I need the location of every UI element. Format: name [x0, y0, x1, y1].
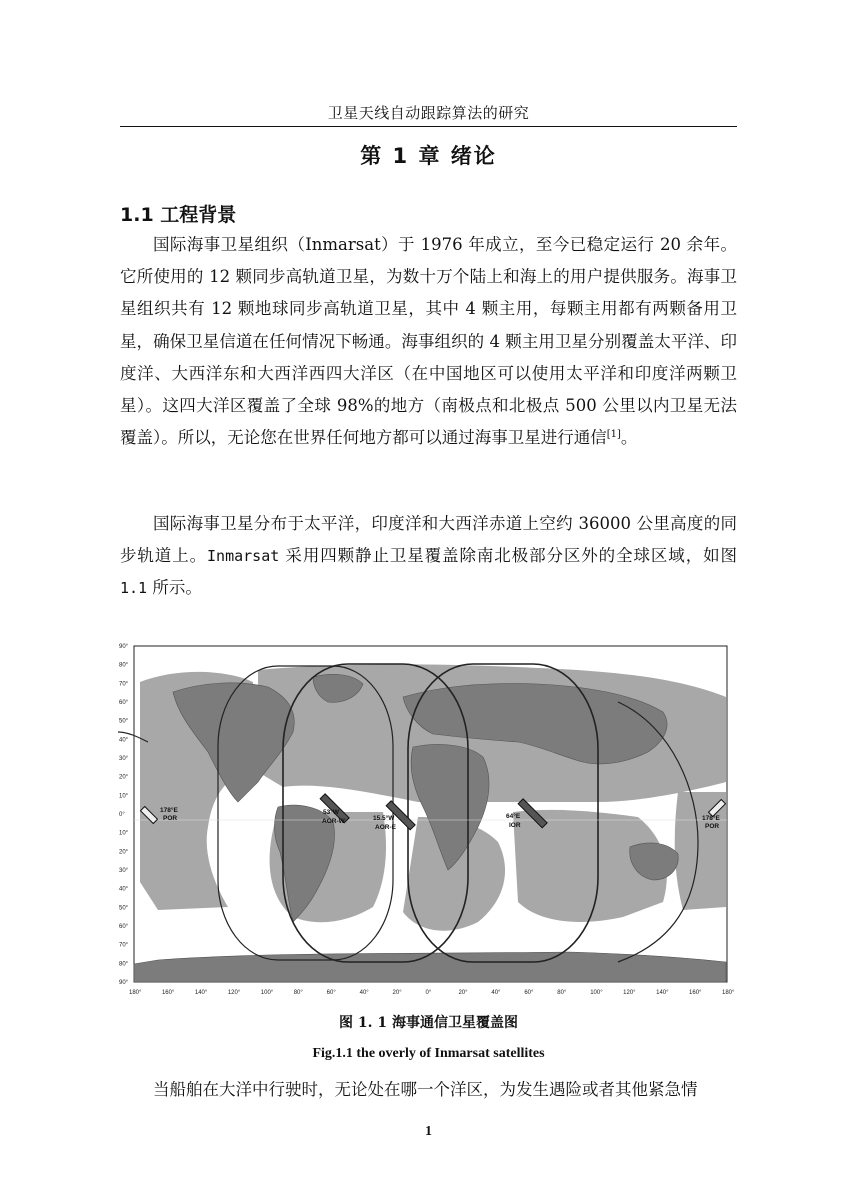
paragraph-2-text-e: 所示。	[147, 578, 202, 598]
antarctica	[134, 952, 726, 982]
longitude-tick-label: 140°	[194, 990, 208, 996]
latitude-tick-label: 60°	[119, 924, 129, 930]
satellite-por-west-lon: 178°E	[160, 807, 178, 814]
paragraph-1	[120, 229, 737, 454]
satellite-por-west-name: POR	[163, 815, 178, 822]
satellite-ior-lon: 64°E	[506, 813, 521, 820]
latitude-tick-label: 30°	[119, 868, 129, 874]
longitude-tick-label: 100°	[590, 990, 603, 996]
figure-caption-chinese: 图 1. 1 海事通信卫星覆盖图	[339, 1015, 518, 1031]
latitude-tick-label: 20°	[119, 849, 129, 856]
latitude-tick-label: 50°	[119, 905, 129, 912]
longitude-tick-label: 160°	[161, 990, 175, 996]
running-title: 卫星天线自动跟踪算法的研究	[327, 104, 530, 122]
satellite-por-east-name: POR	[705, 823, 720, 830]
paragraph-2-text-c: 采用四颗静止卫星覆盖除南北极部分区外的全球区域，如图	[279, 546, 738, 566]
longitude-tick-label: 140°	[656, 990, 669, 996]
satellite-aor-w-lon: 53°W	[323, 809, 339, 816]
latitude-tick-label: 70°	[119, 942, 129, 949]
satellite-aor-w-name: AOR-W	[322, 818, 345, 825]
latitude-tick-label: 70°	[119, 681, 129, 688]
latitude-tick-label: 90°	[119, 644, 129, 650]
paragraph-3	[120, 1074, 737, 1106]
longitude-tick-label: 180°	[722, 990, 735, 996]
coverage-map	[118, 642, 743, 1002]
satellite-aor-e-lon: 15.5°W	[373, 815, 395, 822]
longitude-tick-label: 120°	[227, 990, 241, 996]
latitude-tick-label: 80°	[119, 662, 129, 669]
longitude-tick-label: 120°	[623, 990, 636, 996]
latitude-tick-label: 10°	[119, 793, 129, 800]
latitude-tick-label: 90°	[119, 980, 129, 986]
longitude-tick-label: 20°	[392, 990, 402, 996]
satellite-por-east-lon: 178°E	[702, 815, 720, 822]
longitude-tick-label: 100°	[260, 990, 274, 996]
longitude-tick-label: 180°	[129, 990, 142, 996]
latitude-tick-label: 60°	[119, 700, 129, 706]
paragraph-1-text: 国际海事卫星组织（Inmarsat）于 1976 年成立，至今已稳定运行 20 余年。它所使用的 12 颗同步高轨道卫星，为数十万个陆上和海上的用户提供服务。海事卫星组织共有 12 颗地球同步高轨道卫星，其中 4 颗主用，每颗主用都有两颗备用卫星，确保卫星信道在任何情况下畅通。海事组织的 4 颗主用卫星分别覆盖太平洋、印度洋、大西洋东和大西洋西四大洋区（在中国地区可以使用太平洋和印度洋两颗卫星）。这四大洋区覆盖了全球 98%的地方（南极点和北极点 500 公里以内卫星无法覆盖）。所以，无论您在世界任何地方都可以通过海事卫星进行通信	[120, 235, 737, 448]
paragraph-2-inmarsat: Inmarsat	[207, 547, 280, 566]
latitude-tick-label: 50°	[119, 718, 129, 725]
figure-caption-english: Fig.1.1 the overly of Inmarsat satellites	[312, 1046, 545, 1061]
longitude-tick-label: 160°	[689, 990, 702, 996]
chapter-title: 第 1 章 绪论	[360, 144, 497, 168]
latitude-tick-label: 30°	[119, 756, 129, 762]
paragraph-3-text: 当船舶在大洋中行驶时，无论处在哪一个洋区，为发生遇险或者其他紧急情	[153, 1080, 698, 1099]
longitude-tick-label: 60°	[524, 990, 534, 996]
longitude-tick-label: 40°	[491, 990, 501, 996]
latitude-tick-label: 40°	[119, 886, 129, 893]
figure-reference[interactable]: 1.1	[120, 579, 148, 598]
latitude-tick-label: 10°	[119, 830, 129, 837]
satellite-ior-name: IOR	[509, 822, 521, 829]
coverage-map-figure	[118, 642, 743, 1002]
longitude-tick-label: 80°	[293, 990, 303, 996]
page-number: 1	[425, 1124, 432, 1139]
latitude-tick-label: 0°	[119, 812, 125, 818]
latitude-tick-label: 40°	[119, 737, 129, 744]
section-title: 1.1 工程背景	[120, 204, 237, 226]
longitude-tick-label: 60°	[326, 990, 336, 996]
longitude-tick-label: 80°	[557, 990, 567, 996]
satellite-aor-e-name: AOR-E	[375, 824, 396, 831]
latitude-tick-label: 20°	[119, 774, 129, 781]
longitude-tick-label: 0°	[425, 990, 432, 996]
latitude-tick-label: 80°	[119, 961, 129, 968]
header-rule	[120, 126, 737, 127]
longitude-tick-label: 20°	[458, 990, 468, 996]
citation-1[interactable]: [1]	[606, 429, 621, 441]
paragraph-2	[120, 508, 737, 605]
longitude-tick-label: 40°	[359, 990, 369, 996]
paragraph-2-text-a: 国际海事卫星分布于太平洋，印度洋和大西洋赤道上空约 36000 公里高度的同步轨道上。	[120, 514, 737, 566]
paragraph-1-end: 。	[620, 428, 638, 448]
